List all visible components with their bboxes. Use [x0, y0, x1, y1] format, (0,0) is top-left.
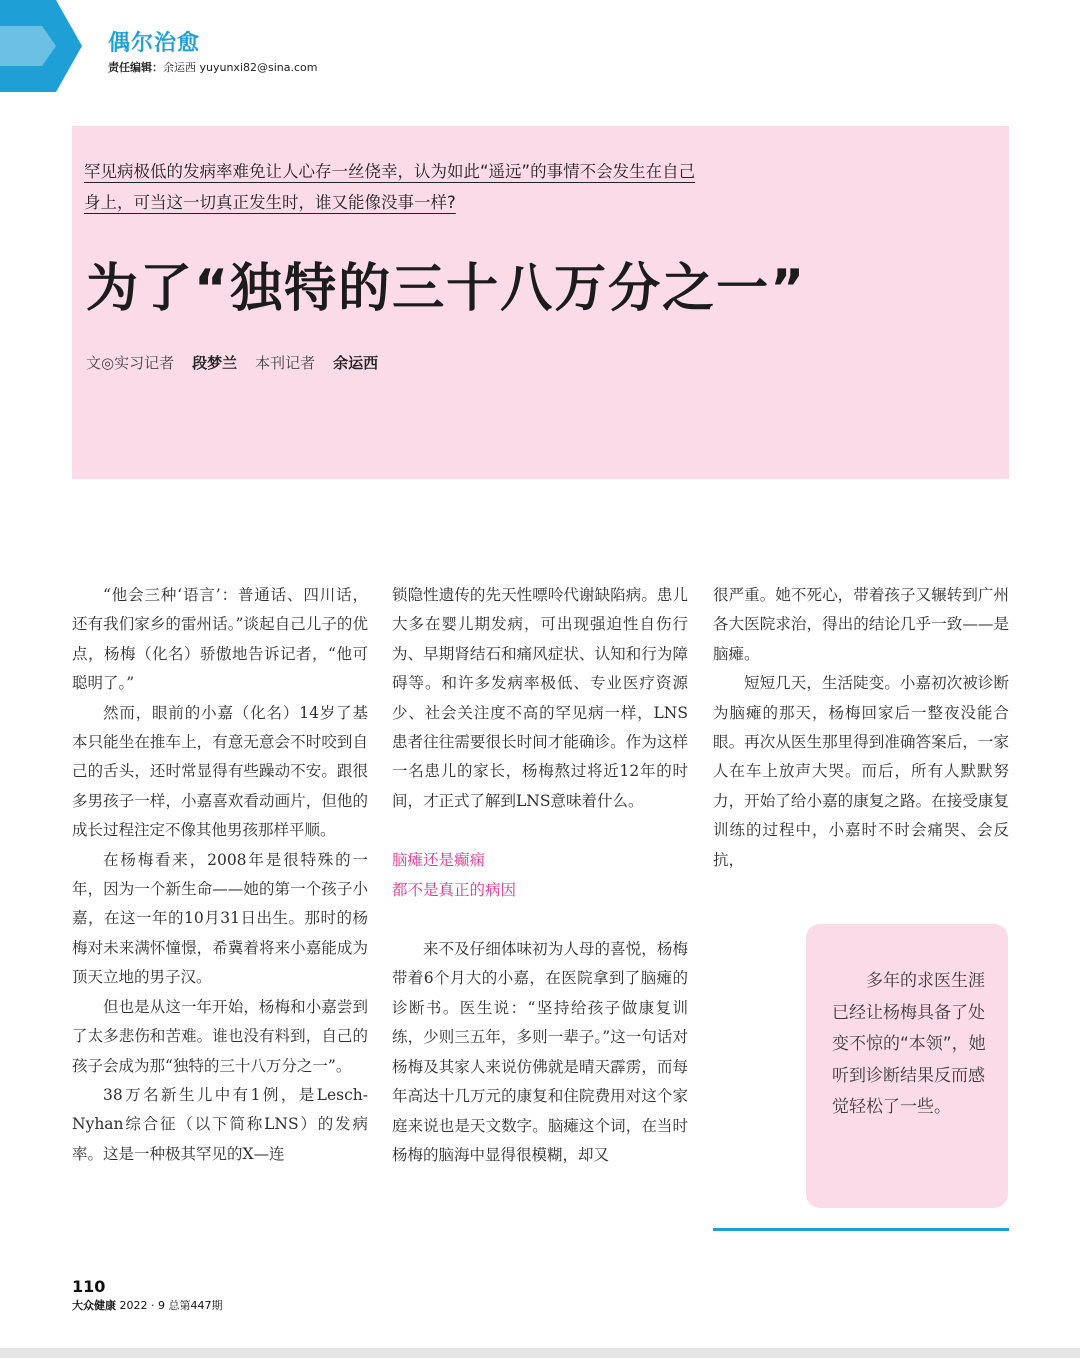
- section-subhead: [392, 846, 688, 905]
- pull-quote-box: [806, 924, 1008, 1208]
- subhead-line-1: 脑瘫还是癫痫: [392, 851, 486, 870]
- body-paragraph: 然而，眼前的小嘉（化名）14岁了基本只能坐在推车上，有意无意会不时咬到自己的舌头，还时常显得有些躁动不安。跟很多男孩子一样，小嘉喜欢看动画片，但他的成长过程注定不像其他男孩那样平顺。: [72, 703, 368, 840]
- section-title: 偶尔治愈: [108, 31, 201, 56]
- body-paragraph: “他会三种‘语言’：普通话、四川话，还有我们家乡的雷州话。”谈起自己儿子的优点，杨梅（化名）骄傲地告诉记者，“他可聪明了。”: [72, 586, 368, 693]
- issue-number: 2022 · 9 总第447期: [119, 1299, 223, 1312]
- issue-info: [72, 1297, 222, 1313]
- body-column-2: [392, 581, 688, 1170]
- subhead-line-2: 都不是真正的病因: [392, 880, 517, 899]
- section-arrow-icon: [0, 0, 82, 92]
- lead-paragraph: 罕见病极低的发病率难免让人心存一丝侥幸，认为如此“遥远”的事情不会发生在自己身上，可当这一切真正发生时，谁又能像没事一样?: [84, 162, 696, 212]
- page-number: 110: [72, 1277, 106, 1296]
- editor-name-email: 余运西 yuyunxi82@sina.com: [163, 61, 318, 74]
- magazine-name: 大众健康: [72, 1299, 116, 1312]
- body-paragraph: 很严重。她不死心，带着孩子又辗转到广州各大医院求治，得出的结论几乎一致——是脑瘫。: [713, 586, 1009, 663]
- byline-author-1: 段梦兰: [192, 354, 238, 372]
- editor-credit: [108, 59, 317, 75]
- body-column-1: [72, 581, 368, 1169]
- article-headline: 为了“独特的三十八万分之一”: [86, 259, 807, 319]
- body-paragraph: 在杨梅看来，2008年是很特殊的一年，因为一个新生命——她的第一个孩子小嘉，在这一年的10月31日出生。那时的杨梅对未来满怀憧憬，希冀着将来小嘉能成为顶天立地的男子汉。: [72, 850, 368, 987]
- byline-author-2: 余运西: [333, 354, 379, 372]
- byline-prefix: 文◎实习记者: [86, 354, 175, 372]
- body-paragraph: 来不及仔细体味初为人母的喜悦，杨梅带着6个月大的小嘉，在医院拿到了脑瘫的诊断书。医生说：“坚持给孩子做康复训练，少则三五年，多则一辈子。”这一句话对杨梅及其家人来说仿佛就是晴天霹雳，而每年高达十几万元的康复和住院费用对这个家庭来说也是天文数字。脑瘫这个词，在当时杨梅的脑海中显得很模糊，却又: [392, 940, 688, 1164]
- byline-role-2: 本刊记者: [255, 354, 316, 372]
- pull-quote-text: 多年的求医生涯已经让杨梅具备了处变不惊的“本领”，她听到诊断结果反而感觉轻松了一些。: [832, 971, 986, 1117]
- page-bottom-bar: [0, 1348, 1080, 1358]
- byline: [86, 352, 396, 373]
- body-column-3: [713, 581, 1009, 875]
- body-paragraph: 但也是从这一年开始，杨梅和小嘉尝到了太多悲伤和苦难。谁也没有料到，自己的孩子会成为那“独特的三十八万分之一”。: [72, 997, 368, 1075]
- body-paragraph: 锁隐性遗传的先天性嘌呤代谢缺陷病。患儿大多在婴儿期发病，可出现强迫性自伤行为、早期肾结石和痛风症状、认知和行为障碍等。和许多发病率极低、专业医疗资源少、社会关注度不高的罕见病一样，LNS患者往往需要很长时间才能确诊。作为这样一名患儿的家长，杨梅熬过将近12年的时间，才正式了解到LNS意味着什么。: [392, 586, 688, 810]
- body-paragraph: 短短几天，生活陡变。小嘉初次被诊断为脑瘫的那天，杨梅回家后一整夜没能合眼。再次从医生那里得到准确答案后，一家人在车上放声大哭。而后，所有人默默努力，开始了给小嘉的康复之路。在接受康复训练的过程中，小嘉时不时会痛哭、会反抗，: [713, 674, 1009, 869]
- divider-rule: [713, 1228, 1009, 1231]
- body-paragraph: 38万名新生儿中有1例，是Lesch-Nyhan综合征（以下简称LNS）的发病率。这是一种极其罕见的X—连: [72, 1085, 368, 1163]
- editor-label: 责任编辑：: [108, 61, 163, 74]
